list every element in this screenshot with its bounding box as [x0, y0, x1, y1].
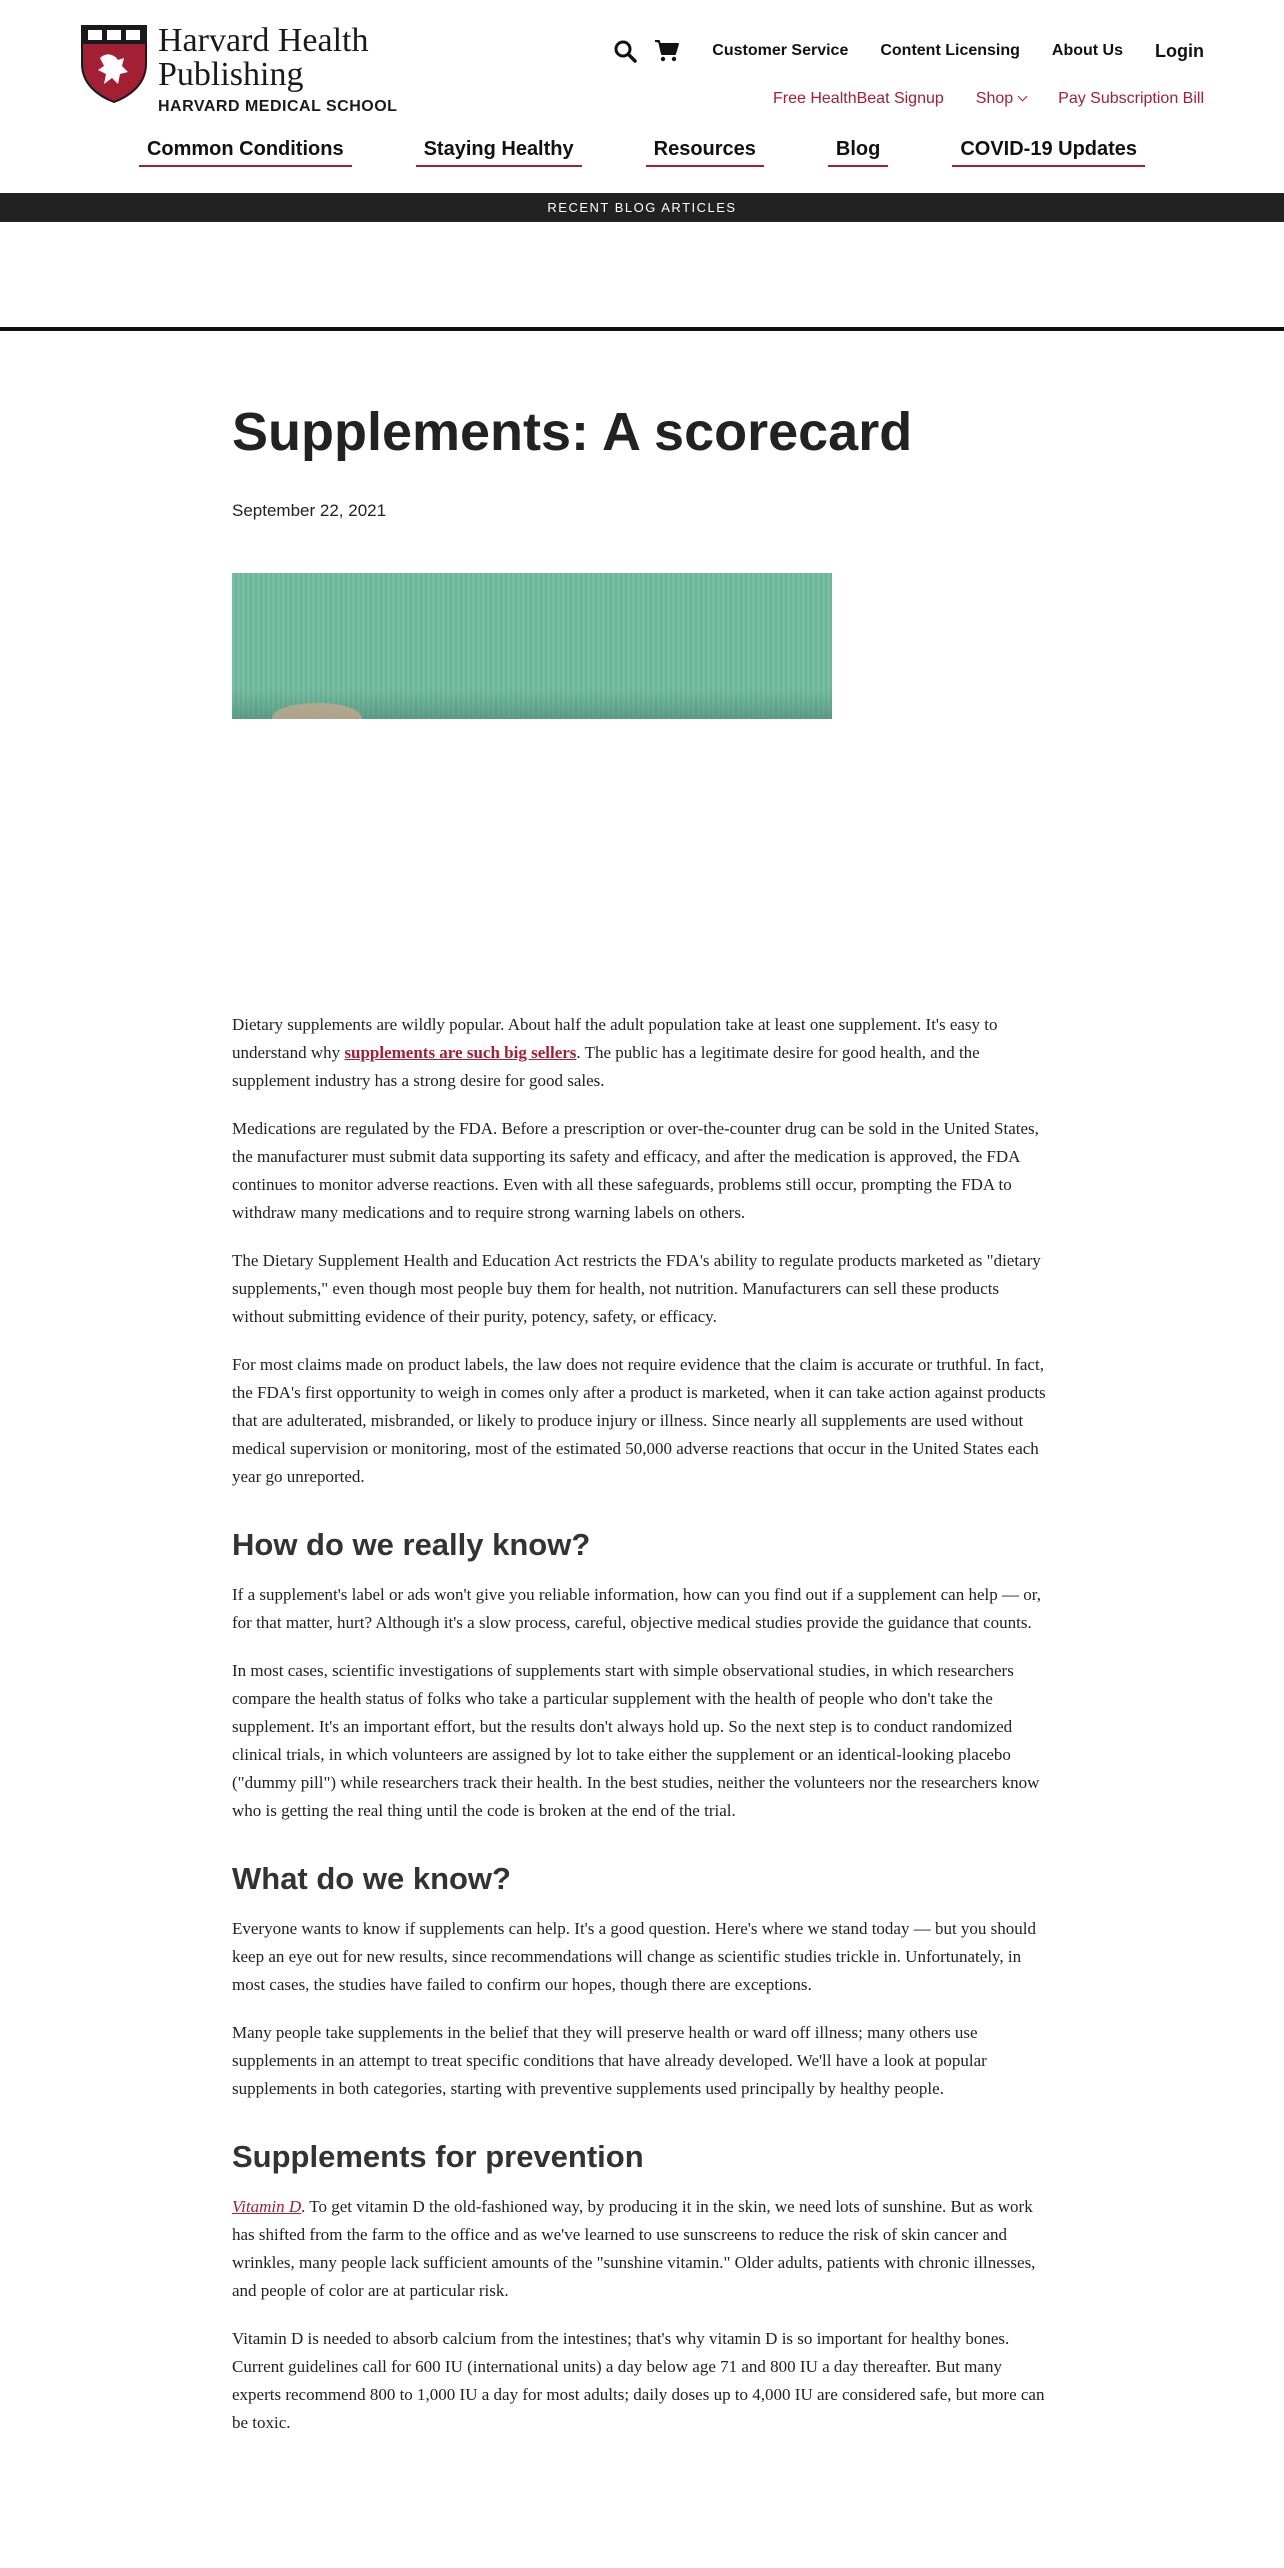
content-licensing-link[interactable]: Content Licensing — [880, 42, 1020, 59]
nav-covid-updates[interactable]: COVID-19 Updates — [952, 138, 1145, 167]
nav-resources[interactable]: Resources — [646, 138, 764, 167]
paragraph — [232, 1011, 1052, 1095]
paragraph: The Dietary Supplement Health and Education Act restricts the FDA's ability to regulate products marketed as "dietary supplements," even though most people buy them for health, not nutrition. Manufacturers can sell these products without submitting evidence of their purity, potency, safety, or efficacy. — [232, 1250, 1041, 1326]
paragraph: Vitamin D is needed to absorb calcium from the intestines; that's why vitamin D is so important for healthy bones. Current guidelines call for 600 IU (international units) a day below age 71 and 800 IU a day thereafter. But many experts recommend 800 to 1,000 IU a day for most adults; daily doses up to 4,000 IU are considered safe, but more can be toxic. — [232, 2328, 1045, 2432]
shop-menu[interactable] — [976, 90, 1026, 108]
main-nav — [0, 138, 1284, 167]
big-sellers-link[interactable]: supplements are such big sellers — [344, 1042, 577, 1062]
paragraph: Many people take supplements in the belief that they will preserve health or ward off illness; many others use supplements in an attempt to treat specific conditions that have already developed. We'll have a look at popular supplements in both categories, starting with preventive supplements used principally by healthy people. — [232, 2022, 987, 2098]
section-heading: What do we know? — [232, 1860, 511, 1896]
paragraph — [232, 2193, 1052, 2305]
pay-subscription-link[interactable]: Pay Subscription Bill — [1058, 90, 1204, 107]
paragraph-text: . The public has a legitimate desire for good health, and the supplement industry has a strong desire for good sales. — [232, 1042, 980, 1090]
recent-blog-bar[interactable]: RECENT BLOG ARTICLES — [0, 193, 1284, 222]
section-heading: Supplements for prevention — [232, 2138, 644, 2174]
paragraph: If a supplement's label or ads won't give you reliable information, how can you find out if a supplement can help — or, for that matter, hurt? Although it's a slow process, careful, objective medical studies provide the guidance that counts. — [232, 1584, 1041, 1632]
article-body — [232, 1011, 1052, 2437]
site-logo[interactable] — [80, 24, 397, 116]
logo-title: Harvard Health — [158, 22, 369, 59]
cart-icon[interactable] — [654, 38, 680, 64]
paragraph: For most claims made on product labels, the law does not require evidence that the claim is accurate or truthful. In fact, the FDA's first opportunity to weigh in comes only after a product is marketed, when it can take action against products that are adulterated, misbranded, or likely to produce injury or illness. Since nearly all supplements are used without medical supervision or monitoring, most of the estimated 50,000 adverse reactions that occur in the United States each year go unreported. — [232, 1354, 1046, 1486]
paragraph: Medications are regulated by the FDA. Before a prescription or over-the-counter drug can be sold in the United States, the manufacturer must submit data supporting its safety and efficacy, and after the medication is approved, the FDA continues to monitor adverse reactions. Even with all these safeguards, problems still occur, prompting the FDA to withdraw many medications and to require strong warning labels on others. — [232, 1118, 1039, 1222]
nav-common-conditions[interactable]: Common Conditions — [139, 138, 352, 167]
article-date: September 22, 2021 — [232, 500, 387, 520]
article — [232, 400, 1052, 2457]
paragraph: In most cases, scientific investigations of supplements start with simple observational studies, in which researchers compare the health status of folks who take a particular supplement with the health of people who don't take the supplement. It's an important effort, but the results don't always hold up. So the next step is to conduct randomized clinical trials, in which volunteers are assigned by lot to take either the supplement or an identical-looking placebo ("dummy pill") while researchers track their health. In the best studies, neither the volunteers nor the researchers know who is getting the real thing until the code is broken at the end of the trial. — [232, 1660, 1040, 1820]
nav-blog[interactable]: Blog — [828, 138, 888, 167]
utility-nav — [612, 38, 1204, 64]
vitamin-d-link[interactable]: Vitamin D — [232, 2196, 302, 2216]
about-us-link[interactable]: About Us — [1051, 42, 1124, 59]
customer-service-link[interactable]: Customer Service — [712, 42, 849, 59]
site-header — [0, 0, 1284, 193]
login-link[interactable]: Login — [1155, 40, 1204, 61]
section-divider — [0, 327, 1284, 331]
paragraph-text: Dietary supplements are wildly popular. About half the adult population take at least one supplement. It's easy to understand why — [232, 1014, 998, 1062]
article-title: Supplements: A scorecard — [232, 402, 913, 462]
chevron-down-icon — [1018, 92, 1028, 102]
healthbeat-signup-link[interactable]: Free HealthBeat Signup — [773, 90, 944, 107]
search-icon[interactable] — [612, 38, 638, 64]
shop-label: Shop — [975, 90, 1014, 107]
logo-subtitle: HARVARD MEDICAL SCHOOL — [158, 98, 398, 115]
harvard-shield-icon — [80, 24, 148, 104]
hero-image — [232, 573, 832, 719]
section-heading: How do we really know? — [232, 1526, 591, 1562]
secondary-nav — [741, 90, 1204, 108]
paragraph-text: . To get vitamin D the old-fashioned way, by producing it in the skin, we need lots of sunshine. But as work has shifted from the farm to the office and as we've learned to use sunscreens to reduce the risk of skin cancer and wrinkles, many people lack sufficient amounts of the "sunshine vitamin." Older adults, patients with chronic illnesses, and people of color are at particular risk. — [232, 2196, 1036, 2300]
paragraph: Everyone wants to know if supplements can help. It's a good question. Here's where we stand today — but you should keep an eye out for new results, since recommendations will change as scientific studies trickle in. Unfortunately, in most cases, the studies have failed to confirm our hopes, though there are exceptions. — [232, 1918, 1037, 1994]
nav-staying-healthy[interactable]: Staying Healthy — [416, 138, 582, 167]
logo-title-2: Publishing — [158, 56, 304, 93]
